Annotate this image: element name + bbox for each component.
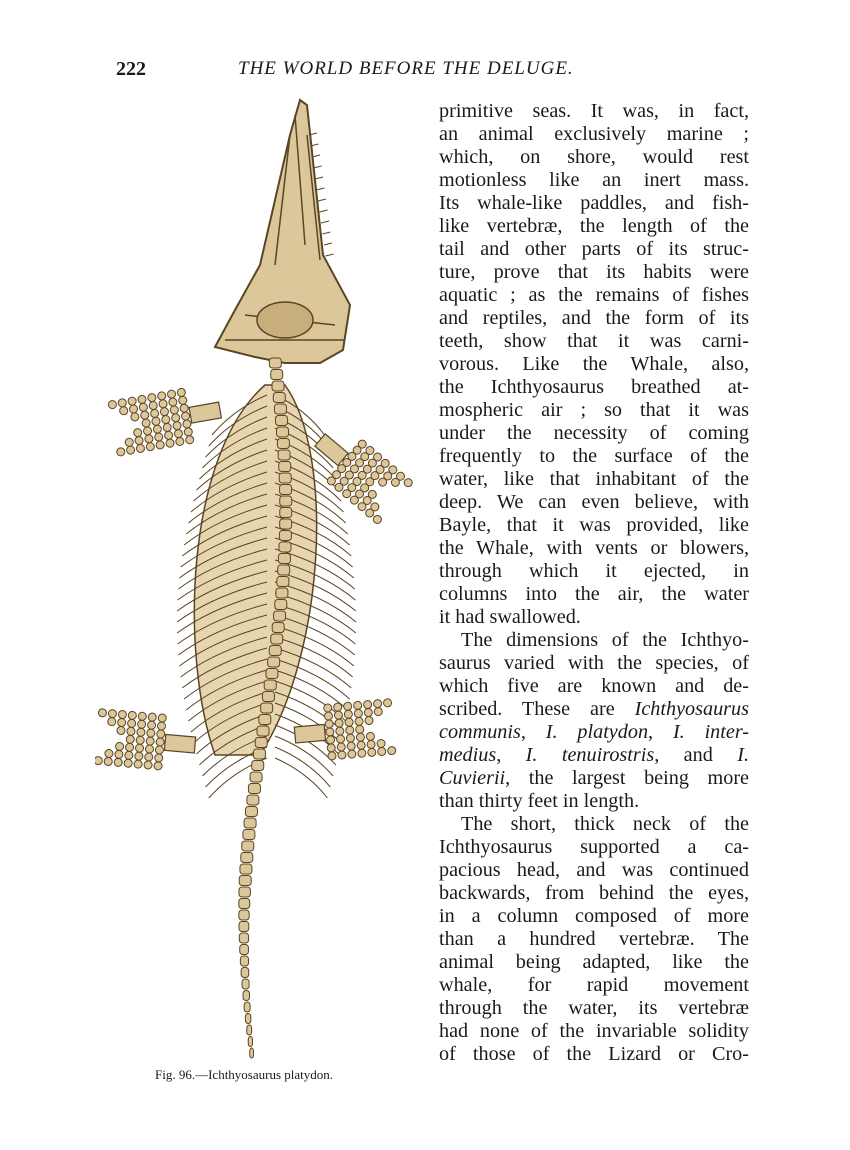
text-segment: mospheric air ; so that it was (439, 399, 749, 421)
text-segment: teeth, show that it was carni- (439, 330, 749, 352)
text-line (439, 399, 749, 422)
text-segment: the Ichthyosaurus breathed at- (439, 376, 749, 398)
figure-caption: Fig. 96.—Ichthyosaurus platydon. (155, 1067, 334, 1082)
text-line (439, 675, 749, 698)
text-line (439, 721, 749, 744)
text-line (439, 100, 749, 123)
text-line (439, 192, 749, 215)
text-segment: which, on shore, would rest (439, 146, 749, 168)
text-line (439, 882, 749, 905)
text-line (439, 445, 749, 468)
text-line (439, 123, 749, 146)
text-line (439, 215, 749, 238)
italic-text: I. (737, 744, 749, 766)
text-segment: an animal exclusively marine ; (439, 123, 749, 145)
text-segment: in a column composed of more (439, 905, 749, 927)
text-line (439, 491, 749, 514)
text-line (439, 238, 749, 261)
text-segment: The short, thick neck of the (461, 813, 749, 835)
text-segment: deep. We can even believe, with (439, 491, 749, 513)
text-line (439, 928, 749, 951)
italic-text: Cuvierii (439, 767, 506, 789)
text-line (439, 1043, 749, 1066)
text-line (439, 951, 749, 974)
text-line (439, 330, 749, 353)
italic-text: I. inter- (672, 721, 750, 743)
text-line (439, 767, 749, 790)
text-segment: motionless like an inert mass. (439, 169, 749, 191)
text-line (439, 790, 749, 813)
text-line (439, 744, 749, 767)
text-line (439, 307, 749, 330)
text-segment: tail and other parts of its struc- (439, 238, 749, 260)
text-segment: , (648, 721, 673, 743)
page-number: 222 (116, 58, 146, 80)
skull-drawing (215, 100, 350, 363)
text-line (439, 652, 749, 675)
text-segment: under the necessity of coming (439, 422, 749, 444)
text-segment: , the largest being more (505, 767, 749, 789)
text-segment: through which it ejected, in (439, 560, 749, 582)
text-line (439, 468, 749, 491)
text-segment: aquatic ; as the remains of fishes (439, 284, 749, 306)
text-segment: pacious head, and was continued (439, 859, 749, 881)
body-text (439, 100, 749, 1066)
italic-text: communis (439, 721, 521, 743)
text-segment: , (520, 721, 546, 743)
text-line (439, 997, 749, 1020)
text-segment: The dimensions of the Ichthyo- (461, 629, 749, 651)
text-line (439, 284, 749, 307)
text-segment: which five are known and de- (439, 675, 749, 697)
text-segment: and reptiles, and the form of its (439, 307, 749, 329)
text-segment: like vertebræ, the length of the (439, 215, 749, 237)
text-segment: it had swallowed. (439, 606, 581, 628)
text-line (439, 560, 749, 583)
text-segment: had none of the invariable solidity (439, 1020, 749, 1042)
running-title: THE WORLD BEFORE THE DELUGE. (238, 58, 574, 79)
italic-text: medius (439, 744, 497, 766)
text-segment: saurus varied with the species, of (439, 652, 749, 674)
text-line (439, 606, 749, 629)
text-segment: primitive seas. It was, in fact, (439, 100, 749, 122)
text-segment: than a hundred vertebræ. The (439, 928, 749, 950)
text-segment: whale, for rapid movement (439, 974, 749, 996)
italic-text: I. tenuirostris (525, 744, 655, 766)
text-line (439, 583, 749, 606)
text-line (439, 146, 749, 169)
text-line (439, 537, 749, 560)
text-segment: , and (654, 744, 738, 766)
text-line (439, 1020, 749, 1043)
text-segment: , (496, 744, 526, 766)
text-line (439, 261, 749, 284)
text-segment: water, like that inhabitant of the (439, 468, 749, 490)
text-segment: vorous. Like the Whale, also, (439, 353, 749, 375)
italic-text: I. platydon (545, 721, 649, 743)
text-segment: Bayle, that it was provided, like (439, 514, 749, 536)
text-segment: Ichthyosaurus supported a ca- (439, 836, 749, 858)
text-segment: scribed. These are (439, 698, 635, 720)
text-segment: of those of the Lizard or Cro- (439, 1043, 749, 1065)
text-line (439, 836, 749, 859)
text-line (439, 905, 749, 928)
text-line (439, 859, 749, 882)
skeleton-illustration (95, 95, 435, 1065)
text-line (439, 974, 749, 997)
text-segment: ture, prove that its habits were (439, 261, 749, 283)
italic-text: Ichthyosaurus (634, 698, 749, 720)
text-line (439, 813, 749, 836)
text-line (439, 376, 749, 399)
text-segment: backwards, from behind the eyes, (439, 882, 749, 904)
text-line (439, 629, 749, 652)
text-segment: through the water, its vertebræ (439, 997, 749, 1019)
text-line (439, 169, 749, 192)
text-segment: than thirty feet in length. (439, 790, 640, 812)
text-segment: columns into the air, the water (439, 583, 749, 605)
text-line (439, 353, 749, 376)
text-segment: frequently to the surface of the (439, 445, 749, 467)
text-segment: the Whale, with vents or blowers, (439, 537, 749, 559)
text-line (439, 422, 749, 445)
text-segment: Its whale-like paddles, and fish- (439, 192, 749, 214)
text-line (439, 514, 749, 537)
figure-ichthyosaurus-skeleton (95, 95, 435, 1065)
text-line (439, 698, 749, 721)
text-segment: animal being adapted, like the (439, 951, 749, 973)
